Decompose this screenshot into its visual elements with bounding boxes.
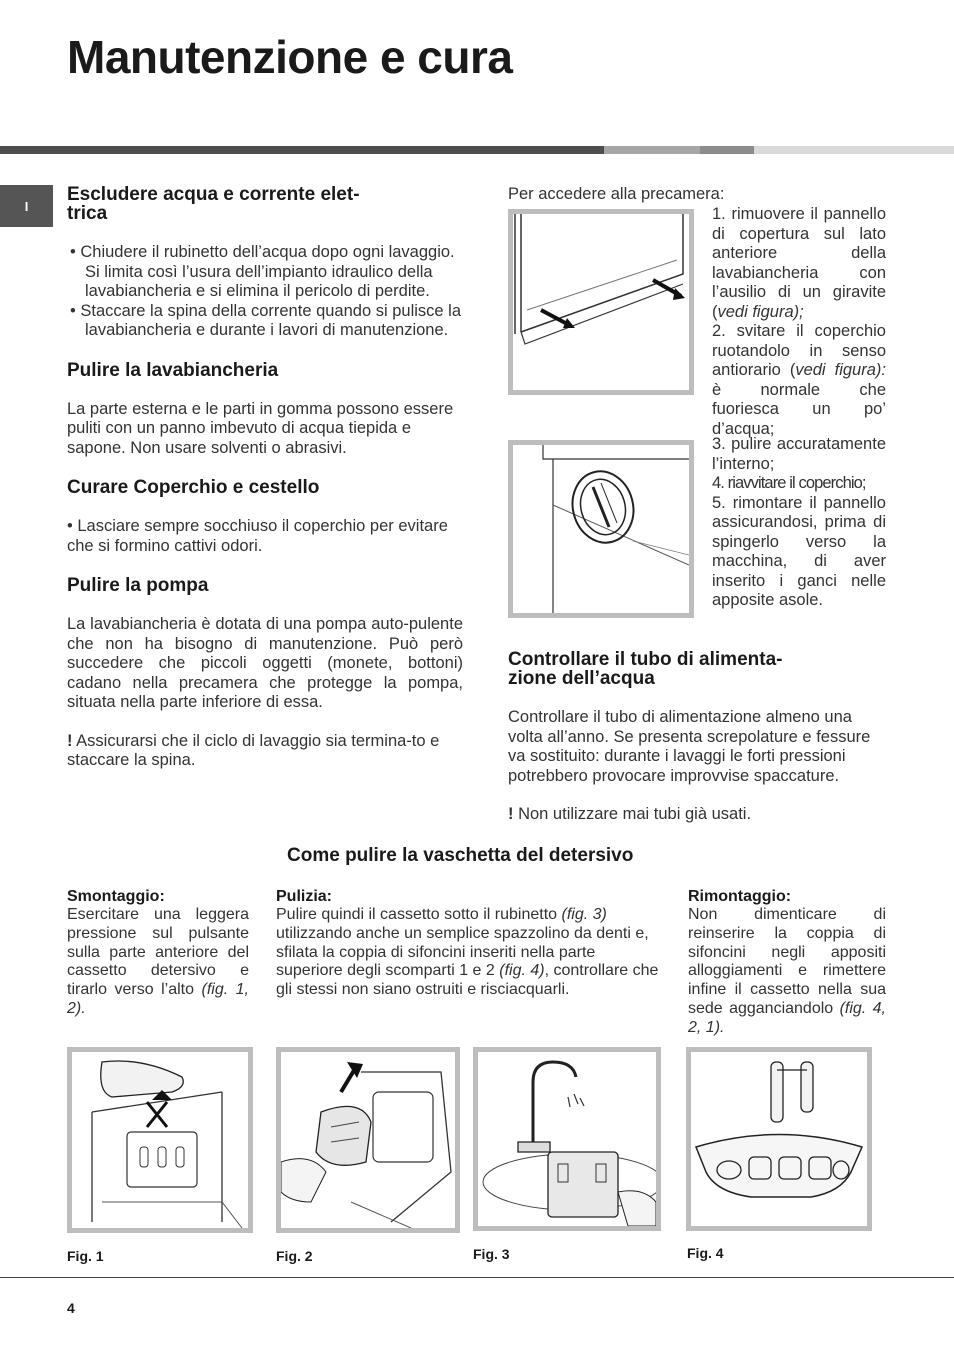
removal-ref: (fig. 1, 2).: [67, 981, 249, 1017]
step-2-ref: vedi figura):: [795, 361, 886, 379]
page-title: Manutenzione e cura: [67, 31, 513, 83]
text-lid-drum: • Lasciare sempre socchiuso il coperchio per evitare che si formino cattivi odori.: [67, 517, 448, 555]
warning-text: Non utilizzare mai tubi già usati.: [513, 805, 752, 823]
header-rule-light: [754, 146, 954, 154]
warning-mark: !: [508, 805, 514, 823]
hose-section: [508, 650, 888, 825]
fig-4-caption: Fig. 4: [687, 1245, 724, 1261]
fig-1-caption: Fig. 1: [67, 1248, 104, 1264]
cleaning-text-c: , controllare che gli stessi non siano ostruiti e risciacquarli.: [276, 962, 659, 999]
section-heading-clean-machine: Pulire la lavabiancheria: [67, 359, 279, 381]
page-number: 4: [67, 1300, 75, 1316]
panel-removal-illustration: [513, 214, 689, 390]
step-3-text: 3. pulire accuratamente l’interno;: [712, 435, 886, 473]
section-heading-lid-drum: Curare Coperchio e cestello: [67, 477, 320, 498]
fig-1-illustration: [72, 1052, 248, 1228]
step-1-ref: vedi figura);: [717, 302, 804, 321]
column-reassembly: [688, 888, 886, 1038]
removal-title: Smontaggio:: [67, 888, 165, 905]
column-cleaning: [276, 888, 662, 1000]
figure-pump-cover: [508, 440, 694, 618]
section-heading-detergent: Come pulire la vaschetta del detersivo: [287, 845, 634, 866]
precamera-intro: Per accedere alla precamera:: [508, 185, 725, 203]
footer-rule: [0, 1277, 954, 1278]
figure-1: [67, 1047, 253, 1233]
column-removal: [67, 888, 249, 1019]
section-heading-pump: Pulire la pompa: [67, 575, 209, 596]
figure-panel-removal: [508, 209, 694, 395]
fig-3-illustration: [478, 1052, 656, 1226]
fig-2-caption: Fig. 2: [276, 1248, 313, 1264]
step-2-text: 2. svitare il coperchio ruotandolo in senso antiorario (: [712, 322, 886, 379]
step-1-text: 1. rimuovere il pannello di copertura sul lato anteriore della lavabiancheria con l’ausilio di un giravite (: [712, 205, 886, 321]
steps-1-2: [712, 205, 886, 439]
step-2-text-end: è normale che fuoriesca un po’ d’acqua;: [712, 380, 886, 438]
section-heading-hose: Controllare il tubo di alimenta- zione dell’acqua: [508, 649, 783, 689]
reassembly-ref: (fig. 4, 2, 1).: [688, 999, 886, 1036]
step-5-text: 5. rimontare il pannello assicurandosi, prima di spingerlo verso la macchina, di aver inserito i ganci nelle apposite asole.: [712, 493, 886, 609]
removal-text: Esercitare una leggera pressione sul pulsante sulla parte anteriore del cassetto detersivo e tirarlo verso l’alto: [67, 906, 249, 999]
cleaning-ref-a: (fig. 3): [561, 906, 607, 923]
left-column: [67, 185, 463, 771]
bullet-close-tap: • Chiudere il rubinetto dell’acqua dopo ogni lavaggio. Si limita così l’usura dell’impianto idraulico della lavabiancheria e si elimina il pericolo di perdite.: [70, 243, 455, 300]
fig-3-caption: Fig. 3: [473, 1246, 510, 1262]
bullet-unplug: • Staccare la spina della corrente quando si pulisce la lavabiancheria e durante i lavori di manutenzione.: [70, 301, 462, 339]
text-clean-machine: La parte esterna e le parti in gomma possono essere puliti con un panno imbevuto di acqua tiepida e sapone. Non usare solventi o abrasivi.: [67, 399, 454, 457]
text-hose: Controllare il tubo di alimentazione almeno una volta all’anno. Se presenta screpolature e fessure va sostituito: durante i lavaggi le forti pressioni potrebbero provocare improvvise spaccature.: [508, 708, 871, 785]
step-4-text: 4. riavvitare il coperchio;: [712, 474, 866, 492]
figure-2: [276, 1047, 460, 1233]
header-rule-mid: [604, 146, 700, 154]
text-pump: La lavabiancheria è dotata di una pompa auto-pulente che non ha bisogno di manutenzione. Può però succedere che piccoli oggetti (monete, bottoni) cadano nella precamera che protegge la pompa, situata nella parte inferiore di essa.: [67, 615, 463, 711]
fig-2-illustration: [281, 1052, 455, 1228]
pump-cover-illustration: [513, 445, 689, 613]
language-tab: I: [0, 185, 53, 227]
reassembly-text: Non dimenticare di reinserire la coppia di sifoncini negli appositi alloggiamenti e rimettere infine il cassetto nella sua sede agganciandolo: [688, 906, 886, 1017]
figure-4: [686, 1047, 872, 1231]
figure-3: [473, 1047, 661, 1231]
fig-4-illustration: [691, 1052, 867, 1226]
warning-pump: [67, 732, 463, 771]
reassembly-title: Rimontaggio:: [688, 888, 792, 905]
cleaning-ref-b: (fig. 4): [499, 962, 545, 980]
header-rule-mid2: [700, 146, 754, 154]
cleaning-text-b: utilizzando anche un semplice spazzolino da denti e, sfilata la coppia di sifoncini inseriti nella parte superiore degli scomparti 1 e 2: [276, 924, 649, 980]
cleaning-text-a: Pulire quindi il cassetto sotto il rubinetto: [276, 906, 562, 923]
warning-hose: [508, 805, 888, 825]
section-heading-water-power: Escludere acqua e corrente elet- trica: [67, 184, 360, 224]
steps-3-5: [712, 435, 886, 611]
warning-mark: !: [67, 731, 73, 750]
cleaning-title: Pulizia:: [276, 888, 333, 905]
warning-text: Assicurarsi che il ciclo di lavaggio sia termina-to e staccare la spina.: [67, 731, 440, 769]
header-rule-dark: [0, 146, 604, 154]
